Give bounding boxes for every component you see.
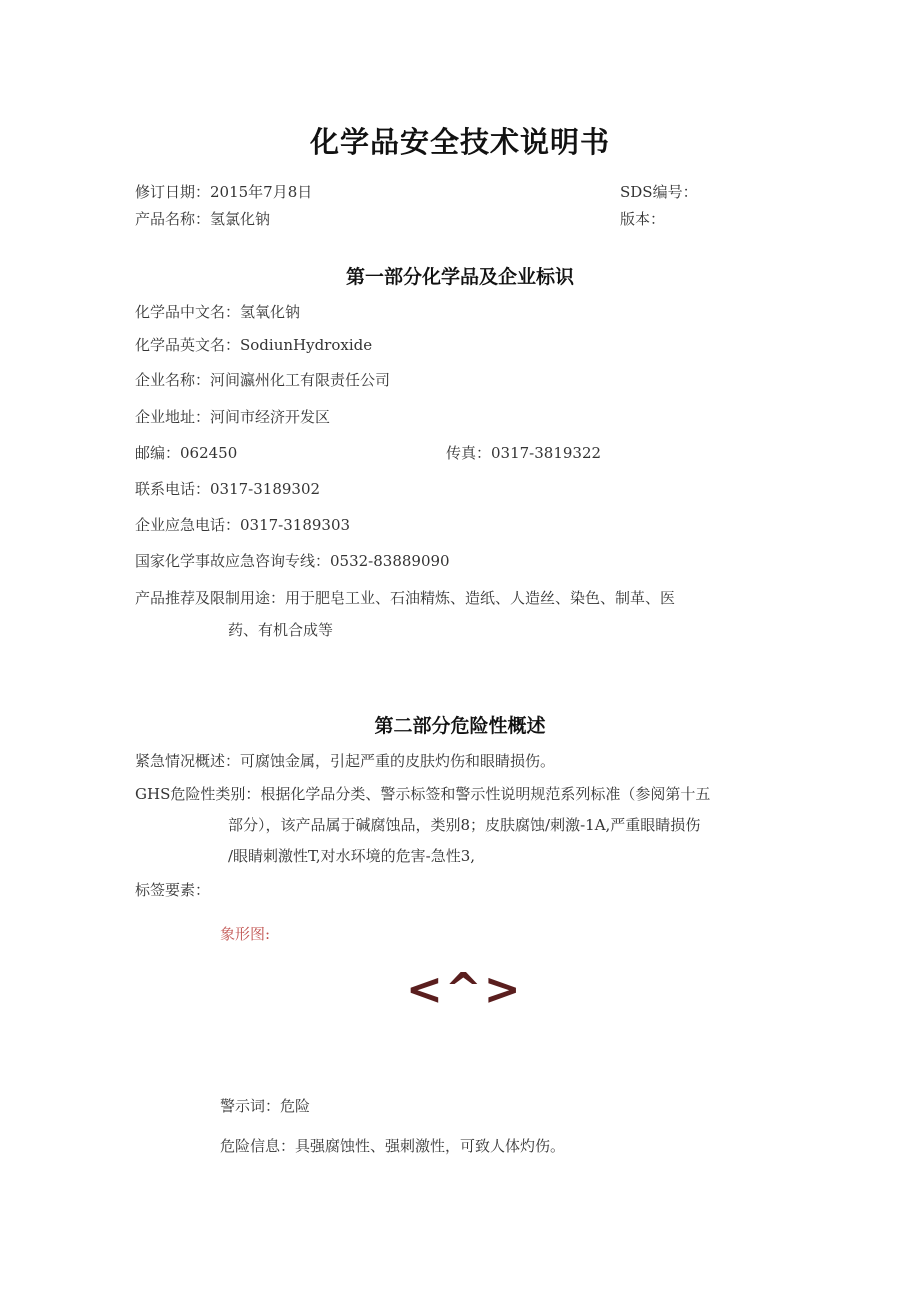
usage-line-1: 产品推荐及限制用途：用于肥皂工业、石油精炼、造纸、人造丝、染色、制革、医 — [135, 589, 676, 607]
national-hotline: 国家化学事故应急咨询专线：0532-83889090 — [135, 552, 450, 570]
corrosion-pictogram: <^> — [406, 964, 523, 1015]
chemical-en-name: 化学品英文名：SodiunHydroxide — [135, 336, 373, 354]
chemical-cn-name: 化学品中文名：氢氧化钠 — [135, 303, 301, 321]
emergency-phone: 企业应急电话：0317-3189303 — [135, 516, 351, 534]
signal-word: 警示词：危险 — [220, 1097, 311, 1115]
contact-phone: 联系电话：0317-3189302 — [135, 480, 321, 498]
part2-heading: 第二部分危险性概述 — [374, 715, 546, 737]
part1-heading: 第一部分化学品及企业标识 — [345, 266, 574, 288]
pictogram-label: 象形图: — [220, 925, 271, 943]
hazard-info: 危险信息：具强腐蚀性、强刺激性，可致人体灼伤。 — [220, 1137, 566, 1155]
fax: 传真：0317-3819322 — [446, 444, 602, 462]
revision-date: 修订日期：2015年7月8日 — [135, 183, 313, 201]
usage-line-2: 药、有机合成等 — [228, 621, 334, 639]
ghs-class-line-3: /眼睛刺激性T,对水环境的危害-急性3, — [228, 847, 476, 865]
document-title: 化学品安全技术说明书 — [309, 125, 610, 159]
ghs-class-line-1: GHS危险性类别：根据化学品分类、警示标签和警示性说明规范系列标准（参阅第十五 — [135, 785, 711, 803]
label-elements: 标签要素： — [135, 881, 211, 899]
company-name: 企业名称：河间瀛州化工有限责任公司 — [135, 371, 391, 389]
emergency-overview: 紧急情况概述：可腐蚀金属，引起严重的皮肤灼伤和眼睛损伤。 — [135, 752, 556, 770]
ghs-class-line-2: 部分），该产品属于碱腐蚀品，类别8；皮肤腐蚀/刺激-1A,严重眼睛损伤 — [228, 816, 701, 834]
product-name: 产品名称：氢氯化钠 — [135, 210, 271, 228]
version: 版本： — [620, 210, 666, 228]
company-address: 企业地址：河间市经济开发区 — [135, 408, 331, 426]
postcode: 邮编：062450 — [135, 444, 238, 462]
sds-number: SDS编号： — [620, 183, 698, 201]
